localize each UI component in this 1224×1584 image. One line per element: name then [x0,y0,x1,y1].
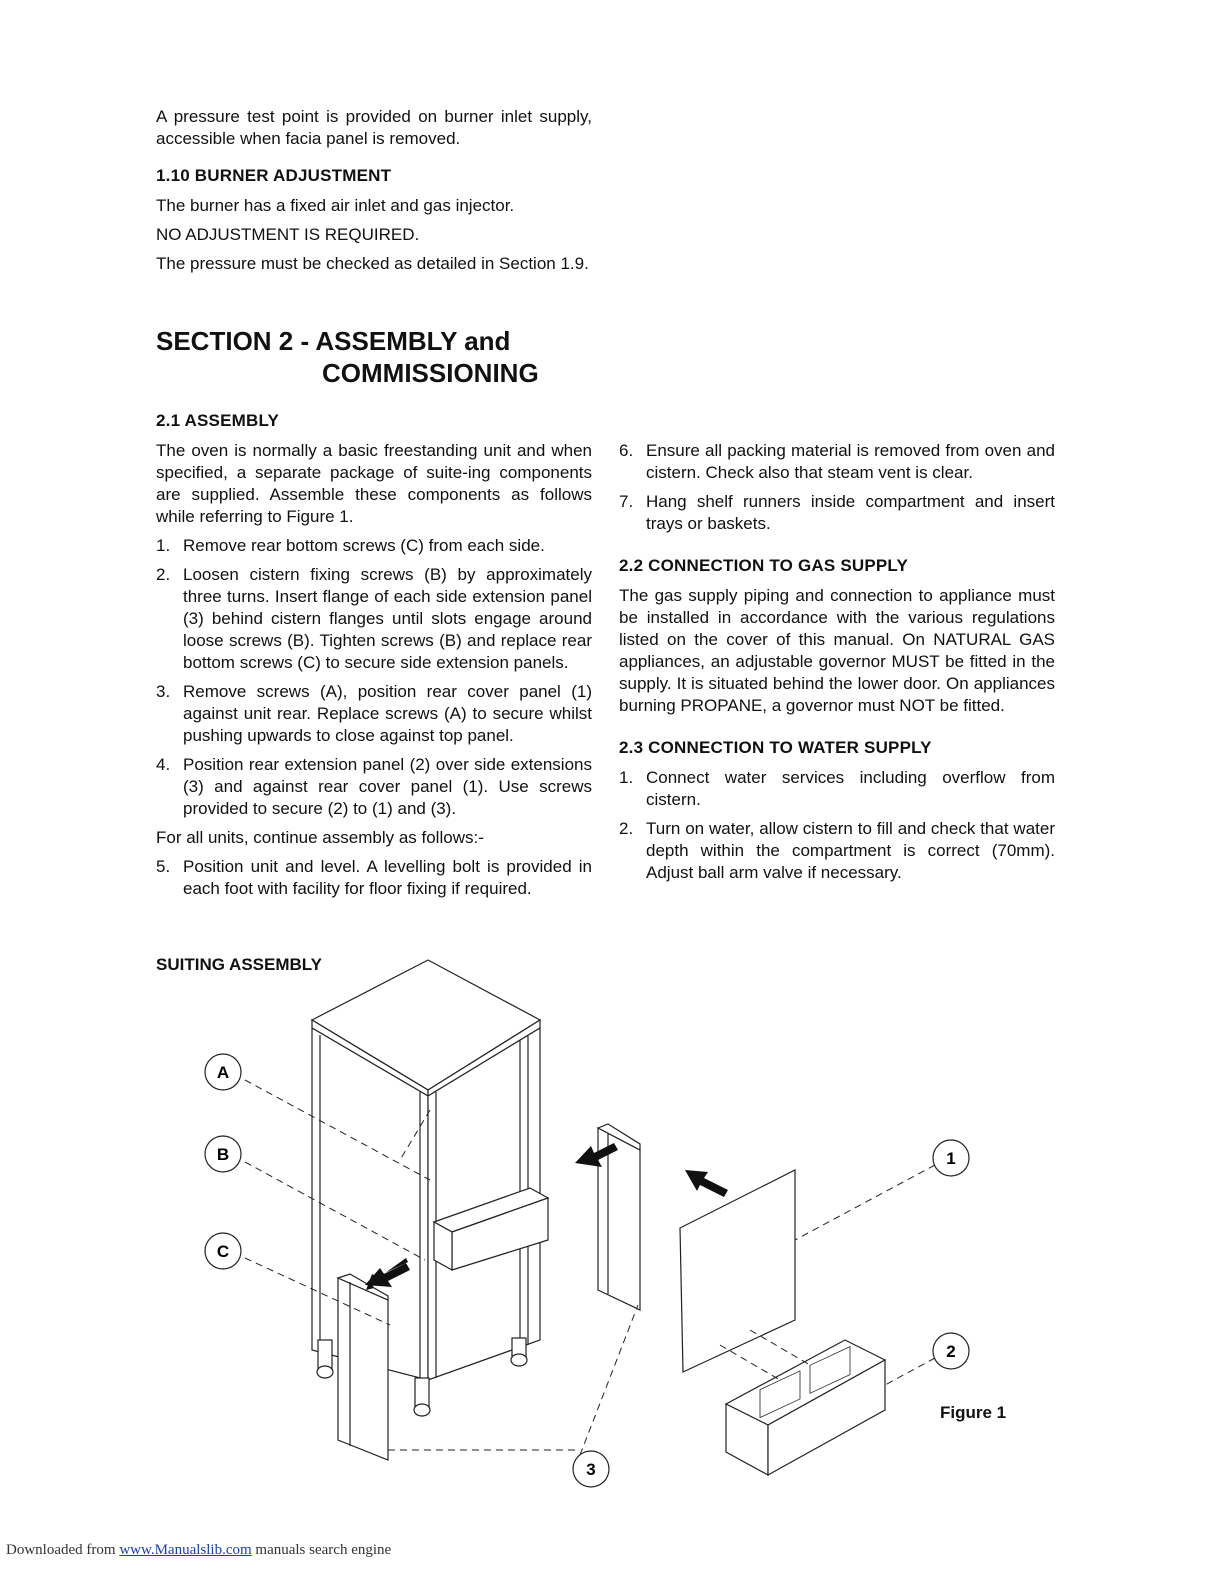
list-item: 4. Position rear extension panel (2) over side extensions (3) and against rear cover panel (1). Use screws provided to secure (2) to (1) and (3). [156,755,592,818]
arrow-icon [685,1170,728,1197]
left-column-assembly [156,410,592,907]
figure-label: Figure 1 [940,1403,1007,1422]
svg-text:B: B [216,1145,230,1164]
svg-text:2: 2 [946,1342,956,1361]
list-item: 1. Connect water services including overflow from cistern. [619,768,1055,809]
intro-paragraph: A pressure test point is provided on burner inlet supply, accessible when facia panel is removed. [156,107,592,148]
callout-b [205,1136,241,1172]
burner-adjustment-p2: NO ADJUSTMENT IS REQUIRED. [156,225,420,244]
list-item: 5. Position unit and level. A levelling bolt is provided in each foot with facility for floor fixing if required. [156,857,592,898]
footer-link[interactable]: www.Manualslib.com [119,1542,252,1558]
side-extension-left [338,1278,388,1460]
callout-1 [933,1140,969,1176]
list-item: 6. Ensure all packing material is removed from oven and cistern. Check also that steam vent is clear. [619,441,1055,482]
svg-text:C: C [216,1242,230,1261]
svg-text:1: 1 [946,1149,956,1168]
water-heading: 2.3 CONNECTION TO WATER SUPPLY [619,738,932,757]
list-item: 2. Loosen cistern fixing screws (B) by approximately three turns. Insert flange of each side extension panel (3) behind cistern flanges until slots engage around loose screws (B). Tighten screws (B) and replace rear bottom screws (C) to secure side extension panels. [156,565,592,672]
assembly-intro: The oven is normally a basic freestanding unit and when specified, a separate package of suite-ing components are supplied. Assemble these components as follows while referring to Figure 1. [156,441,592,526]
footer [6,1542,391,1559]
svg-text:A: A [216,1063,230,1082]
burner-adjustment-p1: The burner has a fixed air inlet and gas injector. [156,196,515,215]
suiting-assembly-heading: SUITING ASSEMBLY [156,955,322,974]
list-item: 3. Remove screws (A), position rear cover panel (1) against unit rear. Replace screws (A) to secure whilst pushing upwards to close against top panel. [156,682,592,745]
assembly-figure [190,950,1050,1500]
section-title [156,325,596,389]
rear-cover-panel [680,1170,795,1372]
callout-c [205,1233,241,1269]
section-title-line1: SECTION 2 - ASSEMBLY and [156,326,511,356]
right-column [619,440,1055,891]
svg-text:3: 3 [586,1460,596,1479]
list-item: 7. Hang shelf runners inside compartment and insert trays or baskets. [619,492,1055,533]
continue-text: For all units, continue assembly as follows:- [156,828,484,847]
callout-a [205,1054,241,1090]
gas-text: The gas supply piping and connection to appliance must be installed in accordance with the various regulations listed on the cover of this manual. On NATURAL GAS appliances, an adjustable governor MUST be fitted in the supply. It is situated behind the lower door. On appliances burning PROPANE, a governor must NOT be fitted. [619,586,1055,715]
footer-prefix: Downloaded from [6,1542,120,1558]
list-item: 1. Remove rear bottom screws (C) from each side. [156,536,545,555]
callout-2 [933,1333,969,1369]
assembly-heading: 2.1 ASSEMBLY [156,411,280,430]
section-title-line2: COMMISSIONING [322,358,539,388]
footer-suffix: manuals search engine [251,1542,392,1558]
burner-adjustment-heading: 1.10 BURNER ADJUSTMENT [156,166,392,185]
left-column-top [156,106,592,282]
list-item: 2. Turn on water, allow cistern to fill and check that water depth within the compartment is correct (70mm). Adjust ball arm valve if necessary. [619,819,1055,882]
callout-3 [573,1451,609,1487]
gas-heading: 2.2 CONNECTION TO GAS SUPPLY [619,556,908,575]
burner-adjustment-p3: The pressure must be checked as detailed in Section 1.9. [156,254,589,273]
